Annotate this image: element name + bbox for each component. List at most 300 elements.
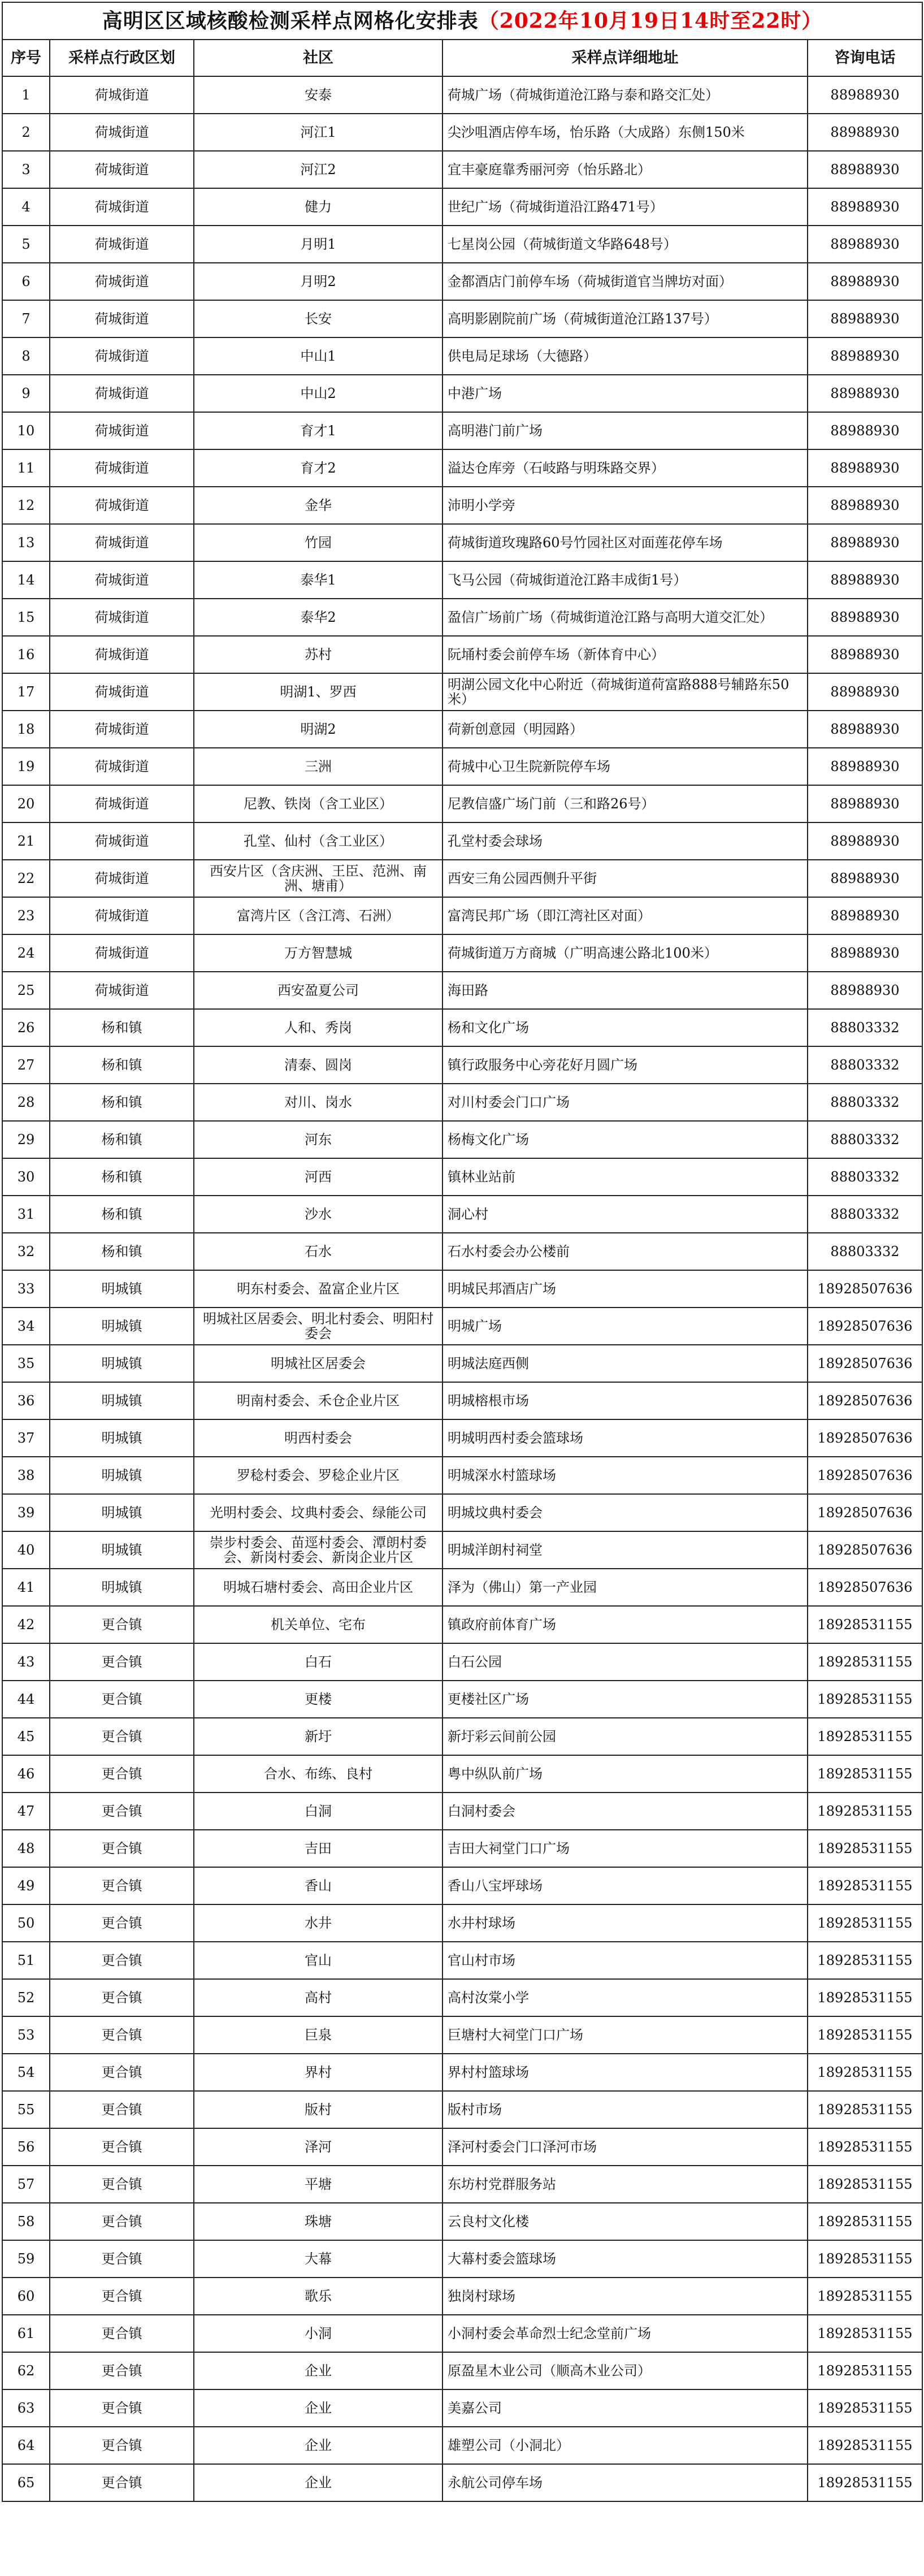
column-header-row <box>2 40 922 76</box>
row-address: 明城洋朗村祠堂 <box>443 1531 808 1569</box>
row-district: 更合镇 <box>50 2203 194 2240</box>
row-community: 罗稔村委会、罗稔企业片区 <box>194 1457 443 1494</box>
row-phone: 88988930 <box>808 711 922 748</box>
row-index: 31 <box>2 1196 50 1233</box>
table-row <box>2 1531 922 1569</box>
row-phone: 18928531155 <box>808 2203 922 2240</box>
table-row <box>2 1904 922 1942</box>
row-phone: 18928507636 <box>808 1382 922 1419</box>
row-district: 杨和镇 <box>50 1084 194 1121</box>
row-community: 合水、布练、良村 <box>194 1755 443 1793</box>
table-row <box>2 2352 922 2389</box>
row-address: 香山八宝坪球场 <box>443 1867 808 1904</box>
row-district: 明城镇 <box>50 1494 194 1531</box>
row-index: 64 <box>2 2427 50 2464</box>
row-community: 泰华1 <box>194 561 443 599</box>
table-row <box>2 1046 922 1084</box>
row-community: 版村 <box>194 2091 443 2128</box>
row-district: 更合镇 <box>50 1942 194 1979</box>
row-district: 杨和镇 <box>50 1158 194 1196</box>
row-index: 18 <box>2 711 50 748</box>
row-phone: 18928531155 <box>808 2315 922 2352</box>
table-row <box>2 1308 922 1345</box>
row-address: 荷新创意园（明园路） <box>443 711 808 748</box>
row-address: 明城明西村委会篮球场 <box>443 1419 808 1457</box>
table-row <box>2 1942 922 1979</box>
row-address: 金都酒店门前停车场（荷城街道官当牌坊对面） <box>443 263 808 300</box>
row-district: 杨和镇 <box>50 1121 194 1158</box>
row-district: 更合镇 <box>50 2389 194 2427</box>
row-community: 更楼 <box>194 1681 443 1718</box>
row-community: 金华 <box>194 487 443 524</box>
row-phone: 88988930 <box>808 226 922 263</box>
table-row <box>2 1755 922 1793</box>
row-community: 长安 <box>194 300 443 337</box>
table-row <box>2 151 922 188</box>
row-address: 荷城街道万方商城（广明高速公路北100米） <box>443 934 808 972</box>
row-district: 荷城街道 <box>50 934 194 972</box>
row-district: 更合镇 <box>50 1681 194 1718</box>
row-phone: 88803332 <box>808 1158 922 1196</box>
row-community: 沙水 <box>194 1196 443 1233</box>
row-district: 更合镇 <box>50 2464 194 2501</box>
table-row <box>2 2427 922 2464</box>
row-index: 27 <box>2 1046 50 1084</box>
table-row <box>2 1569 922 1606</box>
row-index: 44 <box>2 1681 50 1718</box>
row-community: 苏村 <box>194 636 443 673</box>
row-phone: 88988930 <box>808 972 922 1009</box>
row-index: 62 <box>2 2352 50 2389</box>
row-index: 35 <box>2 1345 50 1382</box>
header-district: 采样点行政区划 <box>50 40 194 76</box>
table-row <box>2 1681 922 1718</box>
table-row <box>2 449 922 487</box>
row-community: 孔堂、仙村（含工业区） <box>194 822 443 860</box>
row-index: 8 <box>2 337 50 375</box>
row-district: 明城镇 <box>50 1419 194 1457</box>
row-index: 53 <box>2 2016 50 2054</box>
row-address: 盈信广场前广场（荷城街道沧江路与高明大道交汇处） <box>443 599 808 636</box>
table-row <box>2 1830 922 1867</box>
row-phone: 88988930 <box>808 673 922 711</box>
row-index: 50 <box>2 1904 50 1942</box>
row-address: 杨梅文化广场 <box>443 1121 808 1158</box>
row-address: 飞马公园（荷城街道沧江路丰成街1号） <box>443 561 808 599</box>
row-phone: 88988930 <box>808 188 922 226</box>
row-community: 河江2 <box>194 151 443 188</box>
table-row <box>2 748 922 785</box>
table-row <box>2 673 922 711</box>
row-community: 健力 <box>194 188 443 226</box>
table-row <box>2 1419 922 1457</box>
row-index: 29 <box>2 1121 50 1158</box>
row-index: 48 <box>2 1830 50 1867</box>
row-phone: 88988930 <box>808 934 922 972</box>
row-index: 46 <box>2 1755 50 1793</box>
row-address: 大幕村委会篮球场 <box>443 2240 808 2278</box>
row-address: 高明港门前广场 <box>443 412 808 449</box>
row-community: 对川、岗水 <box>194 1084 443 1121</box>
row-district: 荷城街道 <box>50 76 194 114</box>
sampling-schedule-table <box>2 2 923 2502</box>
row-district: 更合镇 <box>50 1755 194 1793</box>
row-index: 37 <box>2 1419 50 1457</box>
row-community: 界村 <box>194 2054 443 2091</box>
row-district: 明城镇 <box>50 1569 194 1606</box>
table-row <box>2 711 922 748</box>
row-address: 明城广场 <box>443 1308 808 1345</box>
table-row <box>2 1457 922 1494</box>
row-address: 明城法庭西侧 <box>443 1345 808 1382</box>
row-phone: 88988930 <box>808 524 922 561</box>
row-index: 34 <box>2 1308 50 1345</box>
table-row <box>2 636 922 673</box>
row-index: 42 <box>2 1606 50 1643</box>
row-index: 21 <box>2 822 50 860</box>
row-index: 9 <box>2 375 50 412</box>
row-community: 香山 <box>194 1867 443 1904</box>
row-phone: 18928531155 <box>808 1942 922 1979</box>
row-phone: 18928507636 <box>808 1457 922 1494</box>
row-phone: 88803332 <box>808 1233 922 1270</box>
table-row <box>2 1979 922 2016</box>
table-row <box>2 263 922 300</box>
row-district: 更合镇 <box>50 1979 194 2016</box>
table-body <box>2 76 922 2501</box>
row-community: 清泰、圆岗 <box>194 1046 443 1084</box>
row-community: 安泰 <box>194 76 443 114</box>
row-address: 供电局足球场（大德路） <box>443 337 808 375</box>
row-community: 西安片区（含庆洲、王臣、范洲、南洲、塘甫） <box>194 860 443 897</box>
row-phone: 88988930 <box>808 263 922 300</box>
row-address: 明城民邦酒店广场 <box>443 1270 808 1308</box>
row-phone: 18928531155 <box>808 2166 922 2203</box>
row-phone: 88803332 <box>808 1009 922 1046</box>
row-phone: 18928531155 <box>808 1793 922 1830</box>
row-index: 36 <box>2 1382 50 1419</box>
row-index: 55 <box>2 2091 50 2128</box>
row-phone: 88988930 <box>808 561 922 599</box>
row-district: 更合镇 <box>50 2427 194 2464</box>
row-district: 荷城街道 <box>50 711 194 748</box>
row-community: 育才2 <box>194 449 443 487</box>
row-community: 大幕 <box>194 2240 443 2278</box>
row-community: 崇步村委会、苗逕村委会、潭朗村委会、新岗村委会、新岗企业片区 <box>194 1531 443 1569</box>
row-address: 明城榕根市场 <box>443 1382 808 1419</box>
row-index: 32 <box>2 1233 50 1270</box>
row-phone: 18928531155 <box>808 2054 922 2091</box>
row-phone: 88803332 <box>808 1121 922 1158</box>
table-row <box>2 300 922 337</box>
table-row <box>2 2054 922 2091</box>
row-district: 荷城街道 <box>50 972 194 1009</box>
row-index: 38 <box>2 1457 50 1494</box>
row-phone: 88988930 <box>808 822 922 860</box>
row-index: 11 <box>2 449 50 487</box>
table-row <box>2 1606 922 1643</box>
row-phone: 18928507636 <box>808 1419 922 1457</box>
row-district: 杨和镇 <box>50 1233 194 1270</box>
row-community: 明城社区居委会、明北村委会、明阳村委会 <box>194 1308 443 1345</box>
row-district: 荷城街道 <box>50 636 194 673</box>
row-district: 更合镇 <box>50 2016 194 2054</box>
row-index: 7 <box>2 300 50 337</box>
row-address: 明城坟典村委会 <box>443 1494 808 1531</box>
row-index: 15 <box>2 599 50 636</box>
row-community: 明东村委会、盈富企业片区 <box>194 1270 443 1308</box>
table-row <box>2 972 922 1009</box>
row-address: 西安三角公园西侧升平街 <box>443 860 808 897</box>
row-index: 65 <box>2 2464 50 2501</box>
row-address: 沛明小学旁 <box>443 487 808 524</box>
row-index: 52 <box>2 1979 50 2016</box>
row-district: 杨和镇 <box>50 1009 194 1046</box>
row-index: 57 <box>2 2166 50 2203</box>
table-row <box>2 1233 922 1270</box>
row-phone: 88803332 <box>808 1196 922 1233</box>
table-row <box>2 524 922 561</box>
row-district: 更合镇 <box>50 1643 194 1681</box>
table-row <box>2 785 922 822</box>
row-phone: 18928531155 <box>808 2016 922 2054</box>
row-phone: 88988930 <box>808 748 922 785</box>
row-district: 更合镇 <box>50 2091 194 2128</box>
table-row <box>2 1382 922 1419</box>
row-index: 54 <box>2 2054 50 2091</box>
table-row <box>2 1494 922 1531</box>
table-row <box>2 934 922 972</box>
row-community: 水井 <box>194 1904 443 1942</box>
table-row <box>2 114 922 151</box>
row-index: 45 <box>2 1718 50 1755</box>
row-address: 宜丰豪庭靠秀丽河旁（怡乐路北） <box>443 151 808 188</box>
row-index: 16 <box>2 636 50 673</box>
row-phone: 18928507636 <box>808 1569 922 1606</box>
row-index: 2 <box>2 114 50 151</box>
row-community: 企业 <box>194 2464 443 2501</box>
row-district: 荷城街道 <box>50 822 194 860</box>
row-index: 58 <box>2 2203 50 2240</box>
row-index: 60 <box>2 2278 50 2315</box>
table-row <box>2 822 922 860</box>
row-community: 石水 <box>194 1233 443 1270</box>
row-district: 更合镇 <box>50 2315 194 2352</box>
row-address: 原盈星木业公司（顺高木业公司） <box>443 2352 808 2389</box>
row-address: 镇林业站前 <box>443 1158 808 1196</box>
row-community: 明西村委会 <box>194 1419 443 1457</box>
row-phone: 18928531155 <box>808 2240 922 2278</box>
row-district: 荷城街道 <box>50 599 194 636</box>
row-address: 明城深水村篮球场 <box>443 1457 808 1494</box>
table-row <box>2 1643 922 1681</box>
row-district: 更合镇 <box>50 2352 194 2389</box>
row-address: 雄塑公司（小洞北） <box>443 2427 808 2464</box>
row-address: 白洞村委会 <box>443 1793 808 1830</box>
row-address: 杨和文化广场 <box>443 1009 808 1046</box>
row-index: 14 <box>2 561 50 599</box>
row-index: 56 <box>2 2128 50 2166</box>
row-district: 更合镇 <box>50 1606 194 1643</box>
row-address: 海田路 <box>443 972 808 1009</box>
row-address: 尖沙咀酒店停车场，怡乐路（大成路）东侧150米 <box>443 114 808 151</box>
title-main: 高明区区域核酸检测采样点网格化安排表 <box>102 9 479 33</box>
row-phone: 18928531155 <box>808 1830 922 1867</box>
table-row <box>2 2389 922 2427</box>
row-community: 企业 <box>194 2389 443 2427</box>
table-row <box>2 375 922 412</box>
row-address: 官山村市场 <box>443 1942 808 1979</box>
row-district: 杨和镇 <box>50 1046 194 1084</box>
row-community: 河东 <box>194 1121 443 1158</box>
table-row <box>2 2016 922 2054</box>
table-row <box>2 226 922 263</box>
table-row <box>2 1270 922 1308</box>
table-row <box>2 337 922 375</box>
header-community: 社区 <box>194 40 443 76</box>
row-phone: 18928531155 <box>808 2128 922 2166</box>
row-community: 歌乐 <box>194 2278 443 2315</box>
row-district: 荷城街道 <box>50 524 194 561</box>
row-index: 17 <box>2 673 50 711</box>
row-community: 白洞 <box>194 1793 443 1830</box>
table-row <box>2 1084 922 1121</box>
row-community: 泽河 <box>194 2128 443 2166</box>
row-address: 中港广场 <box>443 375 808 412</box>
row-address: 世纪广场（荷城街道沿江路471号） <box>443 188 808 226</box>
row-district: 更合镇 <box>50 1904 194 1942</box>
row-community: 平塘 <box>194 2166 443 2203</box>
row-index: 33 <box>2 1270 50 1308</box>
row-district: 荷城街道 <box>50 263 194 300</box>
row-index: 20 <box>2 785 50 822</box>
row-community: 尼教、铁岗（含工业区） <box>194 785 443 822</box>
row-district: 更合镇 <box>50 2240 194 2278</box>
row-phone: 88988930 <box>808 599 922 636</box>
row-index: 22 <box>2 860 50 897</box>
header-phone: 咨询电话 <box>808 40 922 76</box>
table-row <box>2 2315 922 2352</box>
row-phone: 88988930 <box>808 151 922 188</box>
row-district: 更合镇 <box>50 2128 194 2166</box>
row-address: 富湾民邦广场（即江湾社区对面） <box>443 897 808 934</box>
row-index: 6 <box>2 263 50 300</box>
title-row <box>2 2 922 40</box>
table-row <box>2 2128 922 2166</box>
row-district: 更合镇 <box>50 2054 194 2091</box>
table-title <box>2 2 922 40</box>
row-district: 明城镇 <box>50 1345 194 1382</box>
row-phone: 88988930 <box>808 785 922 822</box>
row-index: 51 <box>2 1942 50 1979</box>
row-district: 杨和镇 <box>50 1196 194 1233</box>
row-district: 明城镇 <box>50 1457 194 1494</box>
row-phone: 88988930 <box>808 337 922 375</box>
row-community: 白石 <box>194 1643 443 1681</box>
row-district: 荷城街道 <box>50 226 194 263</box>
row-district: 荷城街道 <box>50 561 194 599</box>
row-address: 白石公园 <box>443 1643 808 1681</box>
table-row <box>2 2166 922 2203</box>
row-index: 49 <box>2 1867 50 1904</box>
row-district: 荷城街道 <box>50 487 194 524</box>
row-community: 河江1 <box>194 114 443 151</box>
row-community: 人和、秀岗 <box>194 1009 443 1046</box>
row-index: 12 <box>2 487 50 524</box>
row-district: 荷城街道 <box>50 337 194 375</box>
row-index: 23 <box>2 897 50 934</box>
row-phone: 18928507636 <box>808 1531 922 1569</box>
row-community: 明湖2 <box>194 711 443 748</box>
row-community: 月明1 <box>194 226 443 263</box>
row-district: 明城镇 <box>50 1382 194 1419</box>
row-address: 溢达仓库旁（石岐路与明珠路交界） <box>443 449 808 487</box>
row-phone: 88988930 <box>808 375 922 412</box>
row-phone: 88988930 <box>808 412 922 449</box>
row-district: 荷城街道 <box>50 449 194 487</box>
row-address: 吉田大祠堂门口广场 <box>443 1830 808 1867</box>
row-community: 月明2 <box>194 263 443 300</box>
row-phone: 88988930 <box>808 449 922 487</box>
table-row <box>2 188 922 226</box>
row-index: 63 <box>2 2389 50 2427</box>
row-address: 镇政府前体育广场 <box>443 1606 808 1643</box>
row-index: 24 <box>2 934 50 972</box>
row-community: 明湖1、罗西 <box>194 673 443 711</box>
row-index: 4 <box>2 188 50 226</box>
row-phone: 18928507636 <box>808 1345 922 1382</box>
row-community: 中山2 <box>194 375 443 412</box>
row-address: 石水村委会办公楼前 <box>443 1233 808 1270</box>
row-address: 美嘉公司 <box>443 2389 808 2427</box>
row-community: 竹园 <box>194 524 443 561</box>
row-index: 41 <box>2 1569 50 1606</box>
row-index: 1 <box>2 76 50 114</box>
row-district: 荷城街道 <box>50 375 194 412</box>
row-phone: 18928531155 <box>808 1979 922 2016</box>
row-community: 光明村委会、坟典村委会、绿能公司 <box>194 1494 443 1531</box>
title-date: （2022年10月19日14时至22时） <box>478 9 823 33</box>
row-phone: 18928507636 <box>808 1308 922 1345</box>
table-row <box>2 1121 922 1158</box>
row-community: 泰华2 <box>194 599 443 636</box>
row-address: 七星岗公园（荷城街道文华路648号） <box>443 226 808 263</box>
row-community: 育才1 <box>194 412 443 449</box>
row-index: 13 <box>2 524 50 561</box>
row-phone: 18928531155 <box>808 1904 922 1942</box>
row-address: 洞心村 <box>443 1196 808 1233</box>
row-address: 界村村篮球场 <box>443 2054 808 2091</box>
table-row <box>2 599 922 636</box>
row-index: 47 <box>2 1793 50 1830</box>
row-address: 泽河村委会门口泽河市场 <box>443 2128 808 2166</box>
row-district: 荷城街道 <box>50 860 194 897</box>
row-district: 荷城街道 <box>50 300 194 337</box>
row-phone: 88988930 <box>808 860 922 897</box>
row-address: 巨塘村大祠堂门口广场 <box>443 2016 808 2054</box>
row-district: 明城镇 <box>50 1270 194 1308</box>
schedule-sheet <box>2 2 922 2575</box>
row-address: 尼教信盛广场门前（三和路26号） <box>443 785 808 822</box>
row-district: 荷城街道 <box>50 748 194 785</box>
row-community: 明南村委会、禾仓企业片区 <box>194 1382 443 1419</box>
row-community: 新圩 <box>194 1718 443 1755</box>
row-address: 阮埇村委会前停车场（新体育中心） <box>443 636 808 673</box>
row-district: 荷城街道 <box>50 114 194 151</box>
row-phone: 18928531155 <box>808 1755 922 1793</box>
row-address: 更楼社区广场 <box>443 1681 808 1718</box>
table-row <box>2 2240 922 2278</box>
